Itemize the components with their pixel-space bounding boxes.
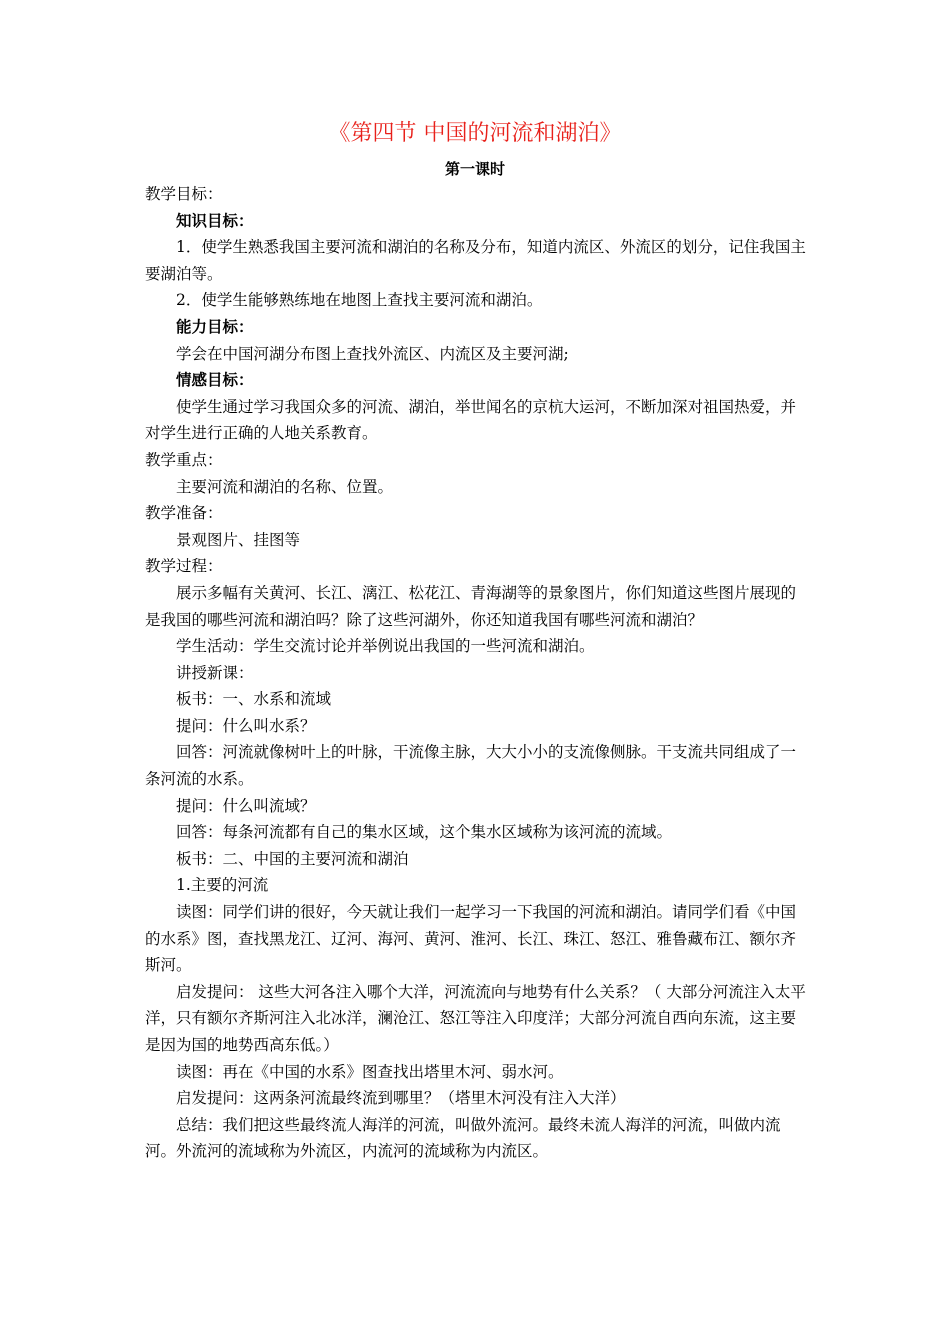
paragraph: 启发提问： 这些大河各注入哪个大洋，河流流向与地势有什么关系？（ 大部分河流注入太平洋，只有额尔齐斯河注入北冰洋，澜沧江、怒江等注入印度洋；大部分河流自西向东流，这主要是因为国的地势西高东低。）: [145, 982, 806, 1054]
paragraph: 主要河流和湖泊的名称、位置。: [176, 477, 394, 496]
paragraph: 能力目标：: [176, 316, 254, 336]
paragraph: 回答：河流就像树叶上的叶脉，干流像主脉，大大小小的支流像侧脉。干支流共同组成了一条河流的水系。: [145, 743, 797, 789]
paragraph: 情感目标：: [176, 370, 254, 390]
paragraph: 教学目标：: [145, 185, 223, 203]
paragraph: 提问：什么叫流域？: [176, 796, 316, 815]
paragraph: 启发提问：这两条河流最终流到哪里？（塔里木河没有注入大洋）: [176, 1089, 626, 1108]
paragraph: 教学过程：: [145, 557, 223, 576]
paragraph: 讲授新课：: [176, 663, 254, 682]
paragraph: 学会在中国河湖分布图上查找外流区、内流区及主要河湖;: [176, 344, 569, 363]
paragraph: 总结：我们把这些最终流人海洋的河流，叫做外流河。最终未流人海洋的河流，叫做内流河。外流河的流域称为外流区，内流河的流域称为内流区。: [145, 1115, 781, 1161]
paragraph: 回答：每条河流都有自己的集水区域，这个集水区域称为该河流的流域。: [176, 823, 673, 842]
paragraph: 板书：一、水系和流域: [176, 690, 332, 709]
paragraph: 板书：二、中国的主要河流和湖泊: [176, 849, 409, 868]
document-subtitle: 第一课时: [444, 160, 505, 178]
paragraph: 教学准备：: [145, 504, 223, 523]
paragraph: 展示多幅有关黄河、长江、漓江、松花江、青海湖等的景象图片，你们知道这些图片展现的是我国的哪些河流和湖泊吗？除了这些河湖外，你还知道我国有哪些河流和湖泊？: [145, 583, 797, 629]
document-body: [145, 181, 810, 1165]
paragraph: 1.主要的河流: [176, 876, 269, 895]
paragraph: 使学生通过学习我国众多的河流、湖泊，举世闻名的京杭大运河，不断加深对祖国热爱，并对学生进行正确的人地关系教育。: [145, 397, 797, 443]
document-title: 《第四节 中国的河流和湖泊》: [328, 121, 622, 146]
paragraph: 读图：再在《中国的水系》图查找出塔里木河、弱水河。: [176, 1062, 564, 1081]
paragraph: 2．使学生能够熟练地在地图上查找主要河流和湖泊。: [176, 291, 543, 310]
paragraph: 提问：什么叫水系？: [176, 716, 316, 735]
paragraph: 读图：同学们讲的很好，今天就让我们一起学习一下我国的河流和湖泊。请同学们看《中国的水系》图，查找黑龙江、辽河、海河、黄河、淮河、长江、珠江、怒江、雅鲁藏布江、额尔齐斯河。: [145, 903, 797, 975]
paragraph: 景观图片、挂图等: [176, 530, 301, 549]
paragraph: 学生活动：学生交流讨论并举例说出我国的一些河流和湖泊。: [176, 637, 595, 656]
paragraph: 知识目标：: [176, 210, 254, 230]
paragraph: 教学重点：: [145, 450, 223, 469]
paragraph: 1．使学生熟悉我国主要河流和湖泊的名称及分布，知道内流区、外流区的划分，记住我国主要湖泊等。: [145, 238, 806, 283]
